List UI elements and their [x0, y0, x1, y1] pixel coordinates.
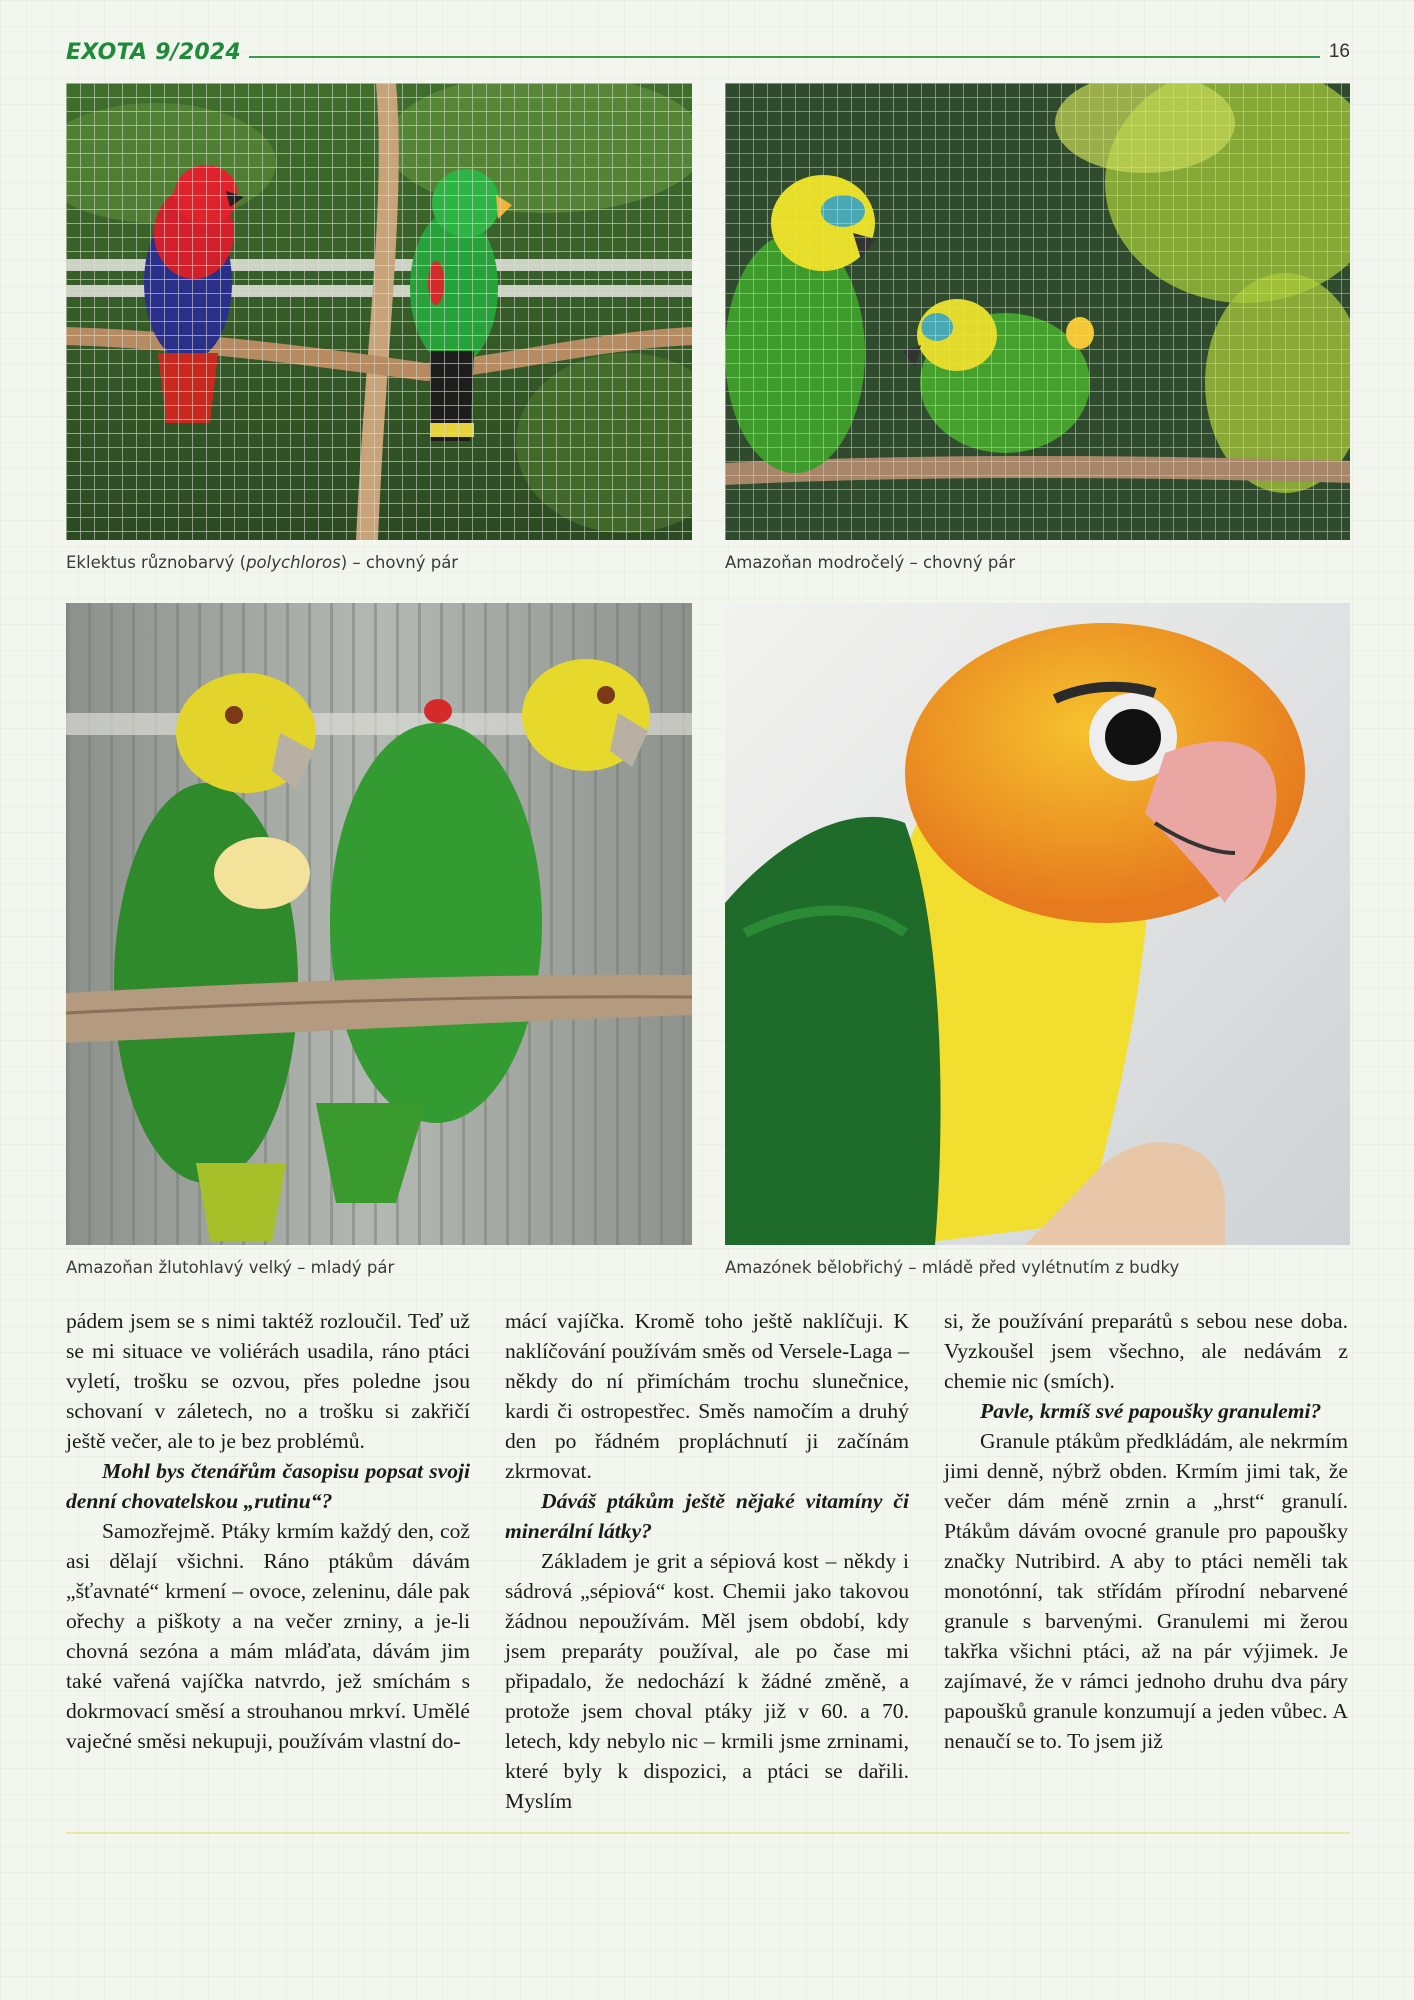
photo-white-bellied-caique	[725, 603, 1350, 1245]
photo-eclectus-pair	[66, 83, 692, 540]
footer-rule	[66, 1832, 1350, 1834]
text-column-3	[944, 1306, 1348, 1756]
photo-blue-fronted-amazons	[725, 83, 1350, 540]
caption-species-italic: polychloros	[246, 553, 341, 572]
photo-caption: Amazoňan modročelý – chovný pár	[725, 553, 1016, 572]
text-column-2	[505, 1306, 909, 1816]
paragraph: Základem je grit a sépiová kost – někdy i sádrová „sépiová“ kost. Chemii jako takovou žádnou nepoužívám. Měl jsem období, kdy jsem preparáty používal, ale po čase mi připadalo, že nedochází k žádné změně, a protože jsem choval ptáky již v 60. a 70. letech, kdy nebylo nic – krmili jsme zrninami, které byly k dispozici, a ptáci se dařili. Myslím	[505, 1549, 909, 1813]
paragraph: Granule ptákům předkládám, ale nekrmím jimi denně, nýbrž obden. Krmím jimi tak, že večer dám méně zrnin a „hrst“ granulí. Ptákům dávám ovocné granule pro papoušky značky Nutribird. A aby to ptáci neměli tak monotónní, tak střídám přírodní nebarvené granule s barvenými. Granulemi mi žerou takřka všichni ptáci, až na pár výjimek. Je zajímavé, že v rámci jednoho druhu dva páry papoušků granule konzumují a jeden vůbec. A nenaučí se to. To jsem již	[944, 1429, 1348, 1753]
photo-caption: Amazónek bělobřichý – mládě před vylétnutím z budky	[725, 1258, 1180, 1277]
header-rule	[249, 56, 1320, 58]
photo-caption	[66, 553, 458, 572]
paragraph: si, že používání preparátů s sebou nese doba. Vyzkoušel jsem všechno, ale nedávám z chemie nic (smích).	[944, 1309, 1348, 1393]
interview-question: Mohl bys čtenářům časopisu popsat svoji denní chovatelskou „rutinu“?	[66, 1459, 470, 1513]
caption-text: ) – chovný pár	[340, 553, 459, 572]
caption-text: Eklektus různobarvý (	[66, 553, 247, 572]
text-column-1	[66, 1306, 470, 1756]
paragraph: Samozřejmě. Ptáky krmím každý den, což asi dělají všichni. Ráno ptákům dávám „šťavnaté“ krmení – ovoce, zeleninu, dále pak ořechy a piškoty a na večer zrniny, a je-li chovná sezóna a mám mláďata, dávám jim také vařená vajíčka natvrdo, jež smíchám s dokrmovací směsí a strouhanou mrkví. Umělé vaječné směsi nekupuji, používám vlastní do-	[66, 1519, 470, 1753]
paragraph: pádem jsem se s nimi taktéž rozloučil. Teď už se mi situace ve voliérách usadila, ráno ptáci vyletí, trošku se ozvou, přes poledne jsou schovaní v záletech, no a trošku si zakřičí ještě večer, ale to je bez problémů.	[66, 1309, 470, 1453]
page-header	[66, 36, 1350, 76]
interview-question: Pavle, krmíš své papoušky granulemi?	[980, 1399, 1322, 1423]
journal-title: EXOTA 9/2024	[66, 40, 241, 65]
paragraph: mácí vajíčka. Kromě toho ještě naklíčuji. K naklíčování používám směs od Versele-Laga – někdy do ní přimíchám trochu slunečnice, kardi či ostropestřec. Směs namočím a druhý den po řádném propláchnutí ji začínám zkrmovat.	[505, 1309, 909, 1483]
photo-yellow-headed-amazons	[66, 603, 692, 1245]
interview-question: Dáváš ptákům ještě nějaké vitamíny či minerální látky?	[505, 1489, 909, 1543]
photo-caption: Amazoňan žlutohlavý velký – mladý pár	[66, 1258, 395, 1277]
page-number: 16	[1328, 41, 1350, 62]
